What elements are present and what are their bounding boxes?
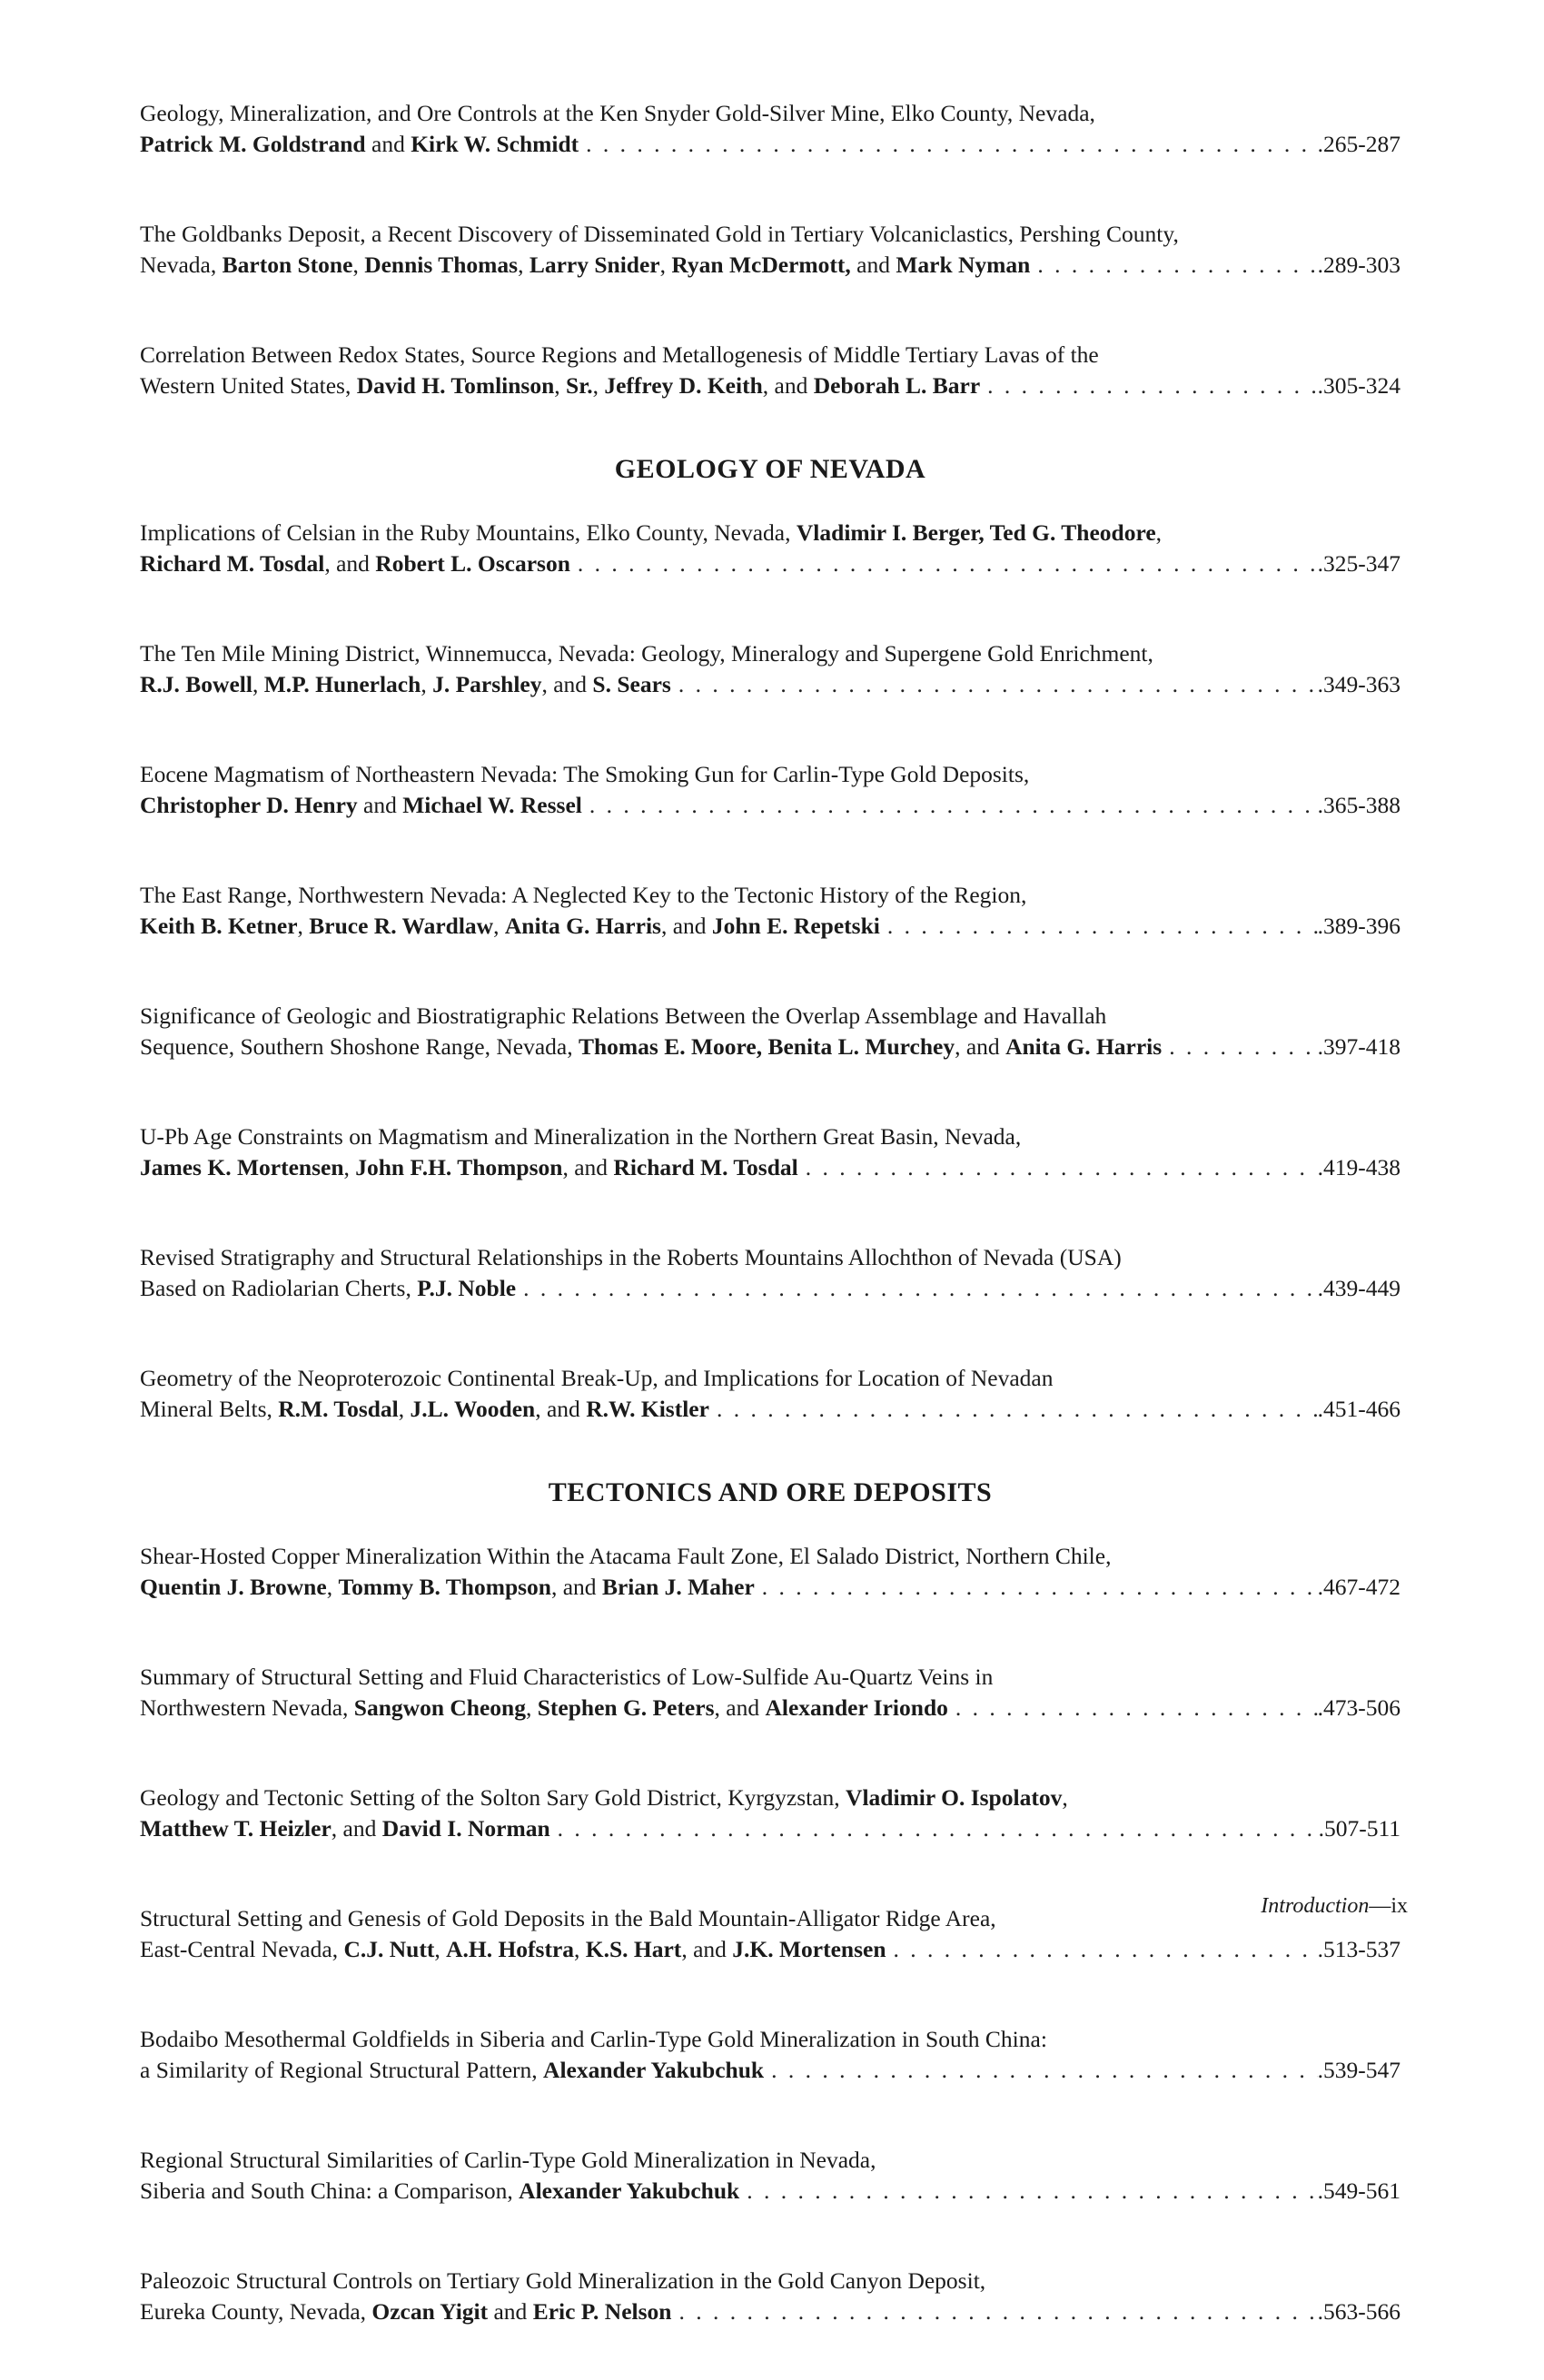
text-run: Western United States,	[140, 372, 357, 399]
toc-entry	[140, 1242, 1400, 1304]
entry-authors	[140, 2055, 764, 2086]
author-name: Alexander Yakubchuk	[543, 2057, 765, 2083]
page-range: .549-561	[1317, 2178, 1400, 2204]
footer-page-number: ix	[1391, 1894, 1408, 1918]
page-range: .563-566	[1317, 2298, 1400, 2325]
text-run: , and	[331, 1815, 382, 1842]
dot-leader	[589, 790, 1318, 821]
author-name: C.J. Nutt	[343, 1936, 435, 1962]
page-range: .507-511	[1318, 1815, 1400, 1842]
author-name: Mark Nyman	[896, 252, 1031, 278]
entry-authors-line	[140, 2176, 1400, 2207]
dot-leader	[578, 548, 1318, 579]
text-run: ,	[326, 1574, 339, 1600]
entry-title: The Goldbanks Deposit, a Recent Discovery of Disseminated Gold in Tertiary Volcaniclastics, Pershing County,	[140, 221, 1179, 247]
author-name: Richard M. Tosdal	[613, 1154, 798, 1180]
entry-authors-line	[140, 911, 1400, 942]
entry-title	[140, 518, 1400, 548]
text-run: East-Central Nevada,	[140, 1936, 344, 1962]
entry-title: U-Pb Age Constraints on Magmatism and Mineralization in the Northern Great Basin, Nevada,	[140, 1123, 1022, 1150]
toc-entry	[140, 1662, 1400, 1723]
text-run: ,	[421, 671, 433, 697]
author-name: Patrick M. Goldstrand	[140, 131, 366, 157]
text-run: ,	[493, 913, 505, 939]
text-run: , and	[681, 1936, 733, 1962]
dot-leader	[558, 1813, 1319, 1844]
text-run: , and	[562, 1154, 614, 1180]
text-run: and	[850, 252, 896, 278]
text-run: , and	[660, 913, 712, 939]
entry-authors-line	[140, 1572, 1400, 1603]
page-range: .325-347	[1317, 550, 1400, 577]
author-name: Larry Snider	[529, 252, 660, 278]
author-name: Ozcan Yigit	[371, 2298, 489, 2325]
entry-authors-line	[140, 1934, 1400, 1965]
author-name: Robert L. Oscarson	[375, 550, 570, 577]
entry-authors	[140, 1394, 709, 1425]
entry-authors-line	[140, 2055, 1400, 2086]
entry-authors	[140, 1813, 550, 1844]
entry-authors-line	[140, 1693, 1400, 1723]
author-name: David I. Norman	[381, 1815, 550, 1842]
author-name: Vladimir O. Ispolatov	[846, 1784, 1063, 1811]
dot-leader	[523, 1273, 1318, 1304]
author-name: John F.H. Thompson	[355, 1154, 563, 1180]
toc-entry	[140, 98, 1400, 160]
entry-title: Summary of Structural Setting and Fluid Characteristics of Low-Sulfide Au-Quartz Veins in	[140, 1664, 994, 1690]
author-name: Eric P. Nelson	[532, 2298, 672, 2325]
text-run: ,	[297, 913, 310, 939]
author-name: P.J. Noble	[417, 1275, 517, 1301]
text-run: Eureka County, Nevada,	[140, 2298, 372, 2325]
section-heading: GEOLOGY OF NEVADA	[614, 454, 926, 484]
entry-authors	[140, 1032, 1162, 1062]
text-run: Based on Radiolarian Cherts,	[140, 1275, 418, 1301]
author-name: Barton Stone	[222, 252, 353, 278]
author-name: Tommy B. Thompson	[338, 1574, 551, 1600]
text-run: , and	[955, 1033, 1006, 1060]
entry-authors	[140, 1273, 516, 1304]
author-name: Dennis Thomas	[364, 252, 519, 278]
text-run: Geology and Tectonic Setting of the Solton Sary Gold District, Kyrgyzstan,	[140, 1784, 846, 1811]
author-name: Alexander Yakubchuk	[519, 2178, 740, 2204]
entry-authors-line	[140, 370, 1400, 401]
author-name: R.M. Tosdal	[278, 1396, 399, 1422]
entry-title: The Ten Mile Mining District, Winnemucca, Nevada: Geology, Mineralogy and Supergene Gold Enrichment,	[140, 640, 1153, 667]
text-run: a Similarity of Regional Structural Pattern,	[140, 2057, 544, 2083]
author-name: Jeffrey D. Keith	[604, 372, 763, 399]
text-run: ,	[1062, 1784, 1068, 1811]
text-run: ,	[659, 252, 672, 278]
entry-authors	[140, 1572, 755, 1603]
text-run: , and	[324, 550, 376, 577]
author-name: David H. Tomlinson	[356, 372, 555, 399]
entry-authors-line	[140, 129, 1400, 160]
dot-leader	[678, 2296, 1317, 2327]
text-run: and	[365, 131, 411, 157]
author-name: A.H. Hofstra	[446, 1936, 575, 1962]
entry-title: Eocene Magmatism of Northeastern Nevada: The Smoking Gun for Carlin-Type Gold Deposits,	[140, 761, 1030, 787]
table-of-contents	[140, 98, 1400, 2380]
dot-leader	[894, 1934, 1318, 1965]
entry-authors-line	[140, 790, 1400, 821]
text-run: Mineral Belts,	[140, 1396, 279, 1422]
dot-leader	[678, 669, 1318, 700]
entry-authors	[140, 1152, 798, 1183]
toc-entry	[140, 1121, 1400, 1183]
author-name: Alexander Iriondo	[765, 1694, 948, 1721]
page-range: .419-438	[1317, 1154, 1400, 1180]
dot-leader	[771, 2055, 1318, 2086]
dot-leader	[887, 911, 1318, 942]
text-run: ,	[343, 1154, 356, 1180]
page-range: .473-506	[1317, 1694, 1400, 1721]
entry-title: Regional Structural Similarities of Carlin-Type Gold Mineralization in Nevada,	[140, 2147, 876, 2173]
author-name: Anita G. Harris	[1005, 1033, 1163, 1060]
page-range: .397-418	[1317, 1033, 1400, 1060]
entry-authors-line	[140, 1813, 1400, 1844]
text-run: Nevada,	[140, 252, 223, 278]
text-run: , and	[714, 1694, 766, 1721]
section-heading: TECTONICS AND ORE DEPOSITS	[548, 1477, 993, 1507]
author-name: Stephen G. Peters	[537, 1694, 715, 1721]
toc-entry	[140, 518, 1400, 579]
toc-entry	[140, 880, 1400, 942]
entry-title	[140, 1783, 1400, 1813]
author-name: Christopher D. Henry	[140, 792, 358, 818]
entry-authors	[140, 1693, 948, 1723]
toc-entry	[140, 340, 1400, 401]
text-run: ,	[352, 252, 365, 278]
entry-title: Structural Setting and Genesis of Gold Deposits in the Bald Mountain-Alligator Ridge Area,	[140, 1905, 996, 1931]
dot-leader	[586, 129, 1317, 160]
dot-leader	[806, 1152, 1318, 1183]
author-name: Thomas E. Moore, Benita L. Murchey	[578, 1033, 955, 1060]
text-run: Siberia and South China: a Comparison,	[140, 2178, 520, 2204]
page-range: .539-547	[1317, 2057, 1400, 2083]
page-range: .467-472	[1317, 1574, 1400, 1600]
page-range: .451-466	[1317, 1396, 1400, 1422]
author-name: Sr.	[566, 372, 593, 399]
entry-authors	[140, 370, 980, 401]
toc-entry	[140, 1363, 1400, 1425]
entry-authors	[140, 1934, 886, 1965]
dot-leader	[1037, 250, 1317, 281]
author-name: Keith B. Ketner	[140, 913, 298, 939]
page-range: .439-449	[1317, 1275, 1400, 1301]
text-run: , and	[541, 671, 593, 697]
author-name: J. Parshley	[432, 671, 542, 697]
author-name: Michael W. Ressel	[402, 792, 582, 818]
entry-title: Shear-Hosted Copper Mineralization Within the Atacama Fault Zone, El Salado District, Northern Chile,	[140, 1543, 1112, 1569]
text-run: ,	[434, 1936, 447, 1962]
text-run: ,	[554, 372, 567, 399]
text-run: ,	[525, 1694, 538, 1721]
author-name: James K. Mortensen	[140, 1154, 344, 1180]
dot-leader	[717, 1394, 1318, 1425]
entry-authors	[140, 2296, 671, 2327]
entry-authors	[140, 250, 1030, 281]
text-run: ,	[1155, 519, 1163, 546]
entry-title: Revised Stratigraphy and Structural Relationships in the Roberts Mountains Allochthon of Nevada (USA)	[140, 1244, 1122, 1270]
author-name: Matthew T. Heizler	[140, 1815, 332, 1842]
author-name: S. Sears	[592, 671, 671, 697]
toc-entry	[140, 1001, 1400, 1062]
dot-leader	[987, 370, 1317, 401]
page-range: .305-324	[1317, 372, 1400, 399]
author-name: Kirk W. Schmidt	[411, 131, 579, 157]
text-run: ,	[592, 372, 605, 399]
author-name: Bruce R. Wardlaw	[309, 913, 494, 939]
author-name: Richard M. Tosdal	[140, 550, 325, 577]
dot-leader	[955, 1693, 1318, 1723]
text-run: ,	[252, 671, 264, 697]
dot-leader	[762, 1572, 1318, 1603]
author-name: M.P. Hunerlach	[263, 671, 421, 697]
page-range: .389-396	[1317, 913, 1400, 939]
toc-entry	[140, 1903, 1400, 1965]
entry-title: Paleozoic Structural Controls on Tertiary Gold Mineralization in the Gold Canyon Deposit,	[140, 2267, 986, 2294]
text-run: Implications of Celsian in the Ruby Mountains, Elko County, Nevada,	[140, 519, 797, 546]
toc-entry	[140, 1783, 1400, 1844]
text-run: ,	[398, 1396, 411, 1422]
author-name: Ryan McDermott,	[671, 252, 851, 278]
entry-authors	[140, 669, 671, 700]
entry-authors-line	[140, 548, 1400, 579]
toc-entry	[140, 638, 1400, 700]
entry-authors	[140, 790, 582, 821]
entry-authors-line	[140, 1394, 1400, 1425]
entry-authors-line	[140, 1032, 1400, 1062]
entry-title: The East Range, Northwestern Nevada: A Neglected Key to the Tectonic History of the Region,	[140, 882, 1027, 908]
entry-authors-line	[140, 1152, 1400, 1183]
author-name: Sangwon Cheong	[353, 1694, 526, 1721]
text-run: ,	[574, 1936, 586, 1962]
page-range: .349-363	[1317, 671, 1400, 697]
footer-label: Introduction	[1261, 1894, 1370, 1918]
text-run: , and	[550, 1574, 602, 1600]
text-run: ,	[518, 252, 530, 278]
entry-authors	[140, 2176, 739, 2207]
author-name: Quentin J. Browne	[140, 1574, 327, 1600]
toc-entry	[140, 1541, 1400, 1603]
author-name: Brian J. Maher	[601, 1574, 755, 1600]
author-name: John E. Repetski	[711, 913, 880, 939]
entry-authors	[140, 911, 880, 942]
entry-authors-line	[140, 250, 1400, 281]
page-range: .513-537	[1317, 1936, 1400, 1962]
entry-title: Geometry of the Neoproterozoic Continental Break-Up, and Implications for Location of Nevadan	[140, 1365, 1054, 1391]
entry-authors	[140, 129, 579, 160]
entry-title: Significance of Geologic and Biostratigraphic Relations Between the Overlap Assemblage and Havallah	[140, 1002, 1107, 1029]
entry-authors-line	[140, 669, 1400, 700]
entry-authors	[140, 548, 570, 579]
entry-title: Correlation Between Redox States, Source Regions and Metallogenesis of Middle Tertiary Lavas of the	[140, 341, 1099, 368]
text-run: Sequence, Southern Shoshone Range, Nevada,	[140, 1033, 579, 1060]
dot-leader	[747, 2176, 1317, 2207]
page-range: .289-303	[1317, 252, 1400, 278]
author-name: R.W. Kistler	[586, 1396, 709, 1422]
author-name: J.L. Wooden	[410, 1396, 536, 1422]
toc-entry	[140, 759, 1400, 821]
toc-entry	[140, 2145, 1400, 2207]
author-name: J.K. Mortensen	[732, 1936, 886, 1962]
author-name: Anita G. Harris	[504, 913, 661, 939]
text-run: , and	[535, 1396, 587, 1422]
page-range: .365-388	[1317, 792, 1400, 818]
author-name: Vladimir I. Berger, Ted G. Theodore	[796, 519, 1156, 546]
entry-authors-line	[140, 2296, 1400, 2327]
footer-separator: —	[1369, 1894, 1391, 1918]
toc-entry	[140, 219, 1400, 281]
text-run: and	[357, 792, 403, 818]
entry-authors-line	[140, 1273, 1400, 1304]
page-range: .265-287	[1317, 131, 1400, 157]
toc-entry	[140, 2266, 1400, 2327]
author-name: Deborah L. Barr	[813, 372, 981, 399]
text-run: Northwestern Nevada,	[140, 1694, 354, 1721]
text-run: , and	[762, 372, 814, 399]
page-footer	[1261, 1894, 1408, 1919]
entry-title: Bodaibo Mesothermal Goldfields in Siberia and Carlin-Type Gold Mineralization in South China:	[140, 2026, 1047, 2052]
author-name: K.S. Hart	[585, 1936, 682, 1962]
author-name: R.J. Bowell	[140, 671, 252, 697]
dot-leader	[1169, 1032, 1317, 1062]
toc-entry	[140, 2024, 1400, 2086]
entry-title: Geology, Mineralization, and Ore Controls at the Ken Snyder Gold-Silver Mine, Elko County, Nevada,	[140, 100, 1095, 126]
text-run: and	[488, 2298, 533, 2325]
